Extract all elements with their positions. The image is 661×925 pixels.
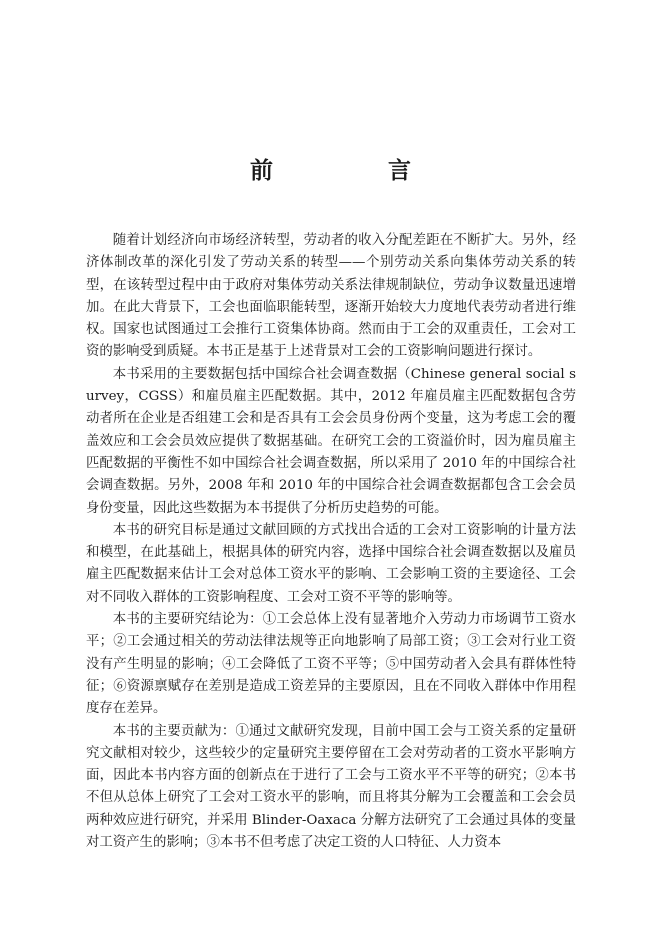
- paragraph-background: 随着计划经济向市场经济转型，劳动者的收入分配差距在不断扩大。另外，经济体制改革的深化引发了劳动关系的转型——个别劳动关系向集体劳动关系的转型，在该转型过程中由于政府对集体劳动关系法律规制缺位，劳动争议数量迅速增加。在此大背景下，工会也面临职能转型，逐渐开始较大力度地代表劳动者进行维权。国家也试图通过工会推行工资集体协商。然而由于工会的双重责任，工会对工资的影响受到质疑。本书正是基于上述背景对工会的工资影响问题进行探讨。: [86, 233, 576, 360]
- paragraph-data-sources: 本书采用的主要数据包括中国综合社会调查数据（Chinese general social survey，CGSS）和雇员雇主匹配数据。其中，2012 年雇员雇主匹配数据包含劳动者所在企业是否组建工会和是否具有工会会员身份两个变量，这为考虑工会的覆盖效应和工会会员效应提供了数据基础。在研究工会的工资溢价时，因为雇员雇主匹配数据的平衡性不如中国综合社会调查数据，所以采用了 2010 年的中国综合社会调查数据。另外，2008 年和 2010 年的中国综合社会调查数据都包含工会会员身份变量，因此这些数据为本书提供了分析历史趋势的可能。: [86, 366, 576, 516]
- preface-body: [86, 230, 576, 854]
- paragraph-research-goals: 本书的研究目标是通过文献回顾的方式找出合适的工会对工资影响的计量方法和模型，在此基础上，根据具体的研究内容，选择中国综合社会调查数据以及雇员雇主匹配数据来估计工会对总体工资水平的影响、工会影响工资的主要途径、工会对不同收入群体的工资影响程度、工会对工资不平等的影响等。: [86, 522, 576, 605]
- paragraph-conclusions: 本书的主要研究结论为：①工会总体上没有显著地介入劳动力市场调节工资水平；②工会通过相关的劳动法律法规等正向地影响了局部工资；③工会对行业工资没有产生明显的影响；④工会降低了工资不平等；⑤中国劳动者入会具有群体性特征；⑥资源禀赋存在差别是造成工资差异的主要原因，且在不同收入群体中作用程度存在差异。: [86, 612, 576, 717]
- page-title: 前 言: [250, 157, 457, 184]
- paragraph-contributions: 本书的主要贡献为：①通过文献研究发现，目前中国工会与工资关系的定量研究文献相对较少，这些较少的定量研究主要停留在工会对劳动者的工资水平影响方面，因此本书内容方面的创新点在于进行了工会与工资水平不平等的研究；②本书不但从总体上研究了工会对工资水平的影响，而且将其分解为工会覆盖和工会会员两种效应进行研究，并采用 Blinder-Oaxaca 分解方法研究了工会通过具体的变量对工资产生的影响；③本书不但考虑了决定工资的人口特征、人力资本: [86, 723, 576, 851]
